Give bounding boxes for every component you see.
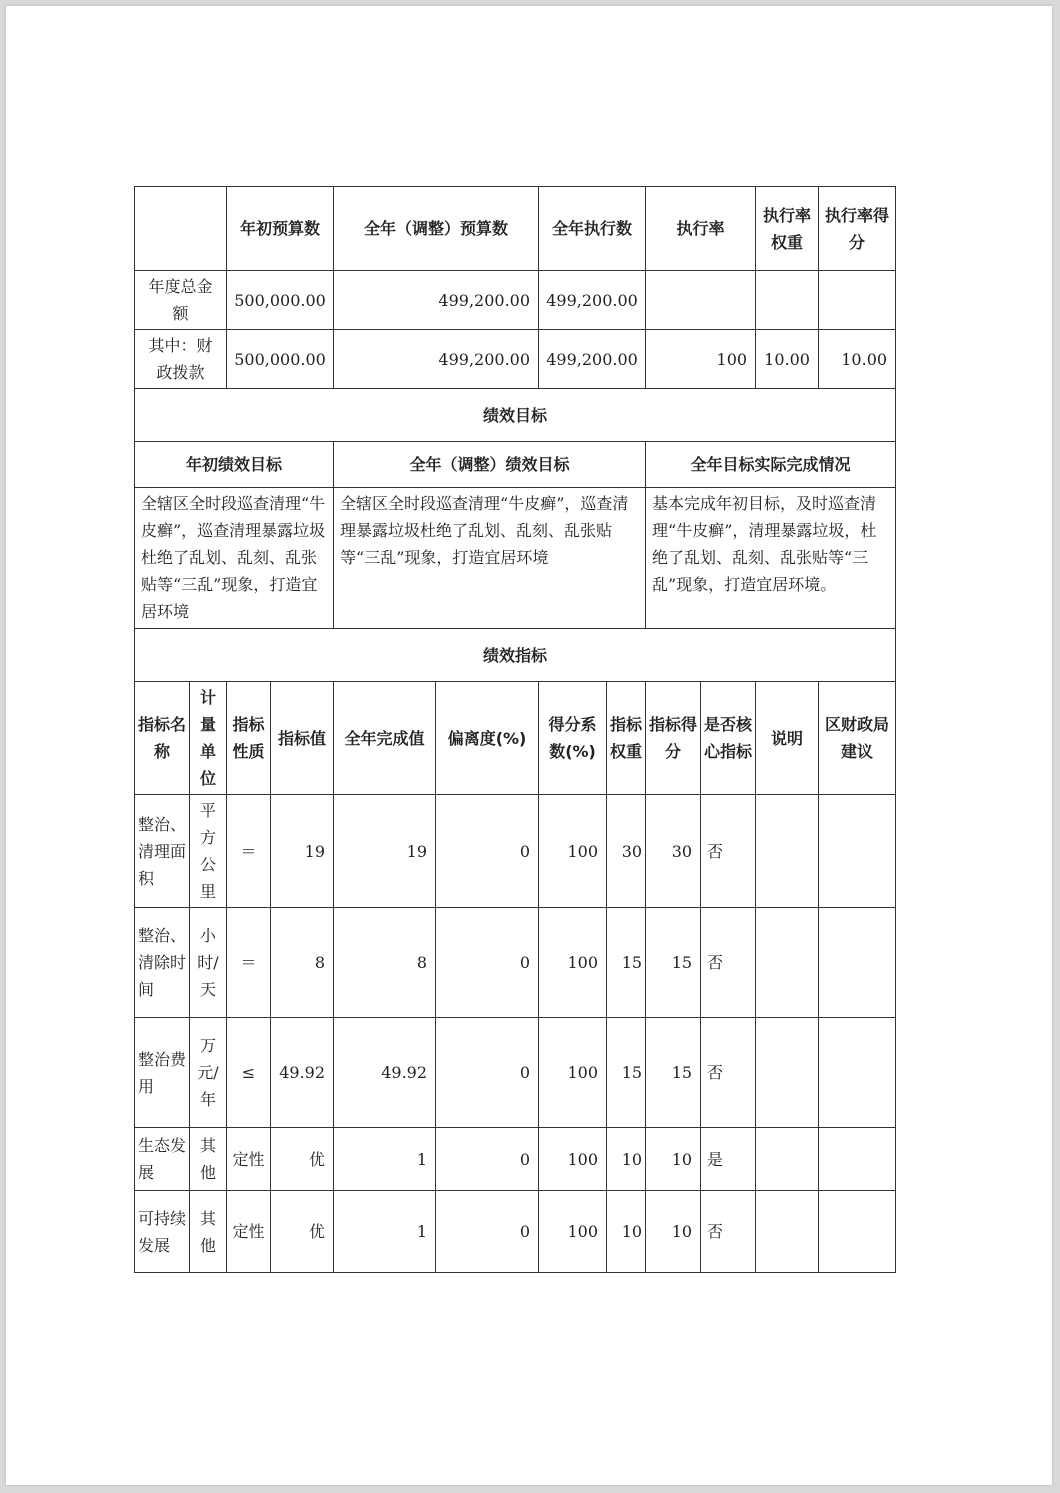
indicator-score: 30 <box>646 795 701 908</box>
indicator-advice <box>819 1018 896 1128</box>
indicator-name: 可持续发展 <box>135 1191 190 1273</box>
indicator-actual: 19 <box>334 795 436 908</box>
indicator-weight: 10 <box>607 1128 646 1191</box>
indicator-advice <box>819 908 896 1018</box>
indicator-core: 否 <box>701 1191 756 1273</box>
indicator-advice <box>819 1191 896 1273</box>
indicator-row <box>135 1191 896 1273</box>
budget-initial-value: 500,000.00 <box>227 271 334 330</box>
indicator-name: 生态发展 <box>135 1128 190 1191</box>
budget-header-initial: 年初预算数 <box>227 187 334 271</box>
goals-header-row <box>135 442 896 488</box>
indicator-name: 整治、清除时间 <box>135 908 190 1018</box>
budget-adjusted-value: 499,200.00 <box>334 330 539 389</box>
indicator-advice <box>819 1128 896 1191</box>
indicator-header-note: 说明 <box>756 682 819 795</box>
indicator-value: 优 <box>271 1128 334 1191</box>
indicator-unit: 小时/天 <box>190 908 227 1018</box>
indicator-coef: 100 <box>539 1191 607 1273</box>
budget-executed-value: 499,200.00 <box>539 271 646 330</box>
goals-actual-text: 基本完成年初目标，及时巡查清理“牛皮癣”，清理暴露垃圾，杜绝了乱划、乱刻、乱张贴等“三乱”现象，打造宜居环境。 <box>646 488 896 629</box>
indicator-core: 是 <box>701 1128 756 1191</box>
indicator-coef: 100 <box>539 795 607 908</box>
indicator-nature: ＝ <box>227 795 271 908</box>
budget-score-value: 10.00 <box>819 330 896 389</box>
indicator-row <box>135 795 896 908</box>
indicator-value: 49.92 <box>271 1018 334 1128</box>
indicator-value: 优 <box>271 1191 334 1273</box>
budget-header-executed: 全年执行数 <box>539 187 646 271</box>
indicator-score: 10 <box>646 1128 701 1191</box>
budget-header-score: 执行率得分 <box>819 187 896 271</box>
budget-rate-value <box>646 271 756 330</box>
indicator-note <box>756 1018 819 1128</box>
indicator-score: 10 <box>646 1191 701 1273</box>
indicator-note <box>756 908 819 1018</box>
indicator-header-value: 指标值 <box>271 682 334 795</box>
budget-corner-cell <box>135 187 227 271</box>
indicator-nature: ≤ <box>227 1018 271 1128</box>
indicator-weight: 15 <box>607 908 646 1018</box>
goals-header-adjusted: 全年（调整）绩效目标 <box>334 442 646 488</box>
indicator-header-nature: 指标性质 <box>227 682 271 795</box>
budget-rate-value: 100 <box>646 330 756 389</box>
indicator-score: 15 <box>646 908 701 1018</box>
indicator-unit: 万元/年 <box>190 1018 227 1128</box>
budget-row-total <box>135 271 896 330</box>
indicator-note <box>756 795 819 908</box>
indicator-unit: 平方公里 <box>190 795 227 908</box>
indicator-header-core: 是否核心指标 <box>701 682 756 795</box>
budget-header-adjusted: 全年（调整）预算数 <box>334 187 539 271</box>
indicator-actual: 1 <box>334 1128 436 1191</box>
indicators-header-row <box>135 682 896 795</box>
performance-table <box>134 186 896 1273</box>
budget-executed-value: 499,200.00 <box>539 330 646 389</box>
budget-row-label: 其中：财政拨款 <box>135 330 227 389</box>
indicator-name: 整治、清理面积 <box>135 795 190 908</box>
indicator-advice <box>819 795 896 908</box>
indicator-nature: 定性 <box>227 1128 271 1191</box>
indicator-core: 否 <box>701 795 756 908</box>
indicators-section-row <box>135 629 896 682</box>
goals-initial-text: 全辖区全时段巡查清理“牛皮癣”，巡查清理暴露垃圾杜绝了乱划、乱刻、乱张贴等“三乱”现象，打造宜居环境 <box>135 488 334 629</box>
indicator-header-deviation: 偏离度(%) <box>436 682 539 795</box>
indicator-weight: 10 <box>607 1191 646 1273</box>
goals-adjusted-text: 全辖区全时段巡查清理“牛皮癣”，巡查清理暴露垃圾杜绝了乱划、乱刻、乱张贴等“三乱”现象，打造宜居环境 <box>334 488 646 629</box>
budget-header-row <box>135 187 896 271</box>
budget-score-value <box>819 271 896 330</box>
goals-header-actual: 全年目标实际完成情况 <box>646 442 896 488</box>
budget-initial-value: 500,000.00 <box>227 330 334 389</box>
indicator-weight: 30 <box>607 795 646 908</box>
indicator-row <box>135 908 896 1018</box>
indicator-header-score: 指标得分 <box>646 682 701 795</box>
indicator-coef: 100 <box>539 1128 607 1191</box>
budget-weight-value <box>756 271 819 330</box>
budget-header-weight: 执行率权重 <box>756 187 819 271</box>
indicator-value: 8 <box>271 908 334 1018</box>
indicators-section-title: 绩效指标 <box>135 629 896 682</box>
indicator-deviation: 0 <box>436 1018 539 1128</box>
indicator-deviation: 0 <box>436 795 539 908</box>
budget-row-label: 年度总金额 <box>135 271 227 330</box>
indicator-unit: 其他 <box>190 1191 227 1273</box>
indicator-nature: ＝ <box>227 908 271 1018</box>
indicator-header-advice: 区财政局建议 <box>819 682 896 795</box>
budget-row-fiscal <box>135 330 896 389</box>
indicator-row <box>135 1018 896 1128</box>
goals-header-initial: 年初绩效目标 <box>135 442 334 488</box>
indicator-row <box>135 1128 896 1191</box>
indicator-score: 15 <box>646 1018 701 1128</box>
goals-section-row <box>135 389 896 442</box>
indicator-unit: 其他 <box>190 1128 227 1191</box>
indicator-weight: 15 <box>607 1018 646 1128</box>
indicator-note <box>756 1128 819 1191</box>
indicator-header-actual: 全年完成值 <box>334 682 436 795</box>
indicator-actual: 49.92 <box>334 1018 436 1128</box>
indicator-value: 19 <box>271 795 334 908</box>
indicator-core: 否 <box>701 908 756 1018</box>
indicator-header-name: 指标名称 <box>135 682 190 795</box>
indicator-coef: 100 <box>539 1018 607 1128</box>
indicator-name: 整治费用 <box>135 1018 190 1128</box>
indicator-note <box>756 1191 819 1273</box>
indicator-actual: 8 <box>334 908 436 1018</box>
indicator-coef: 100 <box>539 908 607 1018</box>
indicator-core: 否 <box>701 1018 756 1128</box>
indicator-header-unit: 计量单位 <box>190 682 227 795</box>
indicator-header-weight: 指标权重 <box>607 682 646 795</box>
indicator-header-coef: 得分系数(%) <box>539 682 607 795</box>
indicator-nature: 定性 <box>227 1191 271 1273</box>
budget-weight-value: 10.00 <box>756 330 819 389</box>
indicator-actual: 1 <box>334 1191 436 1273</box>
budget-header-rate: 执行率 <box>646 187 756 271</box>
goals-section-title: 绩效目标 <box>135 389 896 442</box>
indicator-deviation: 0 <box>436 908 539 1018</box>
indicator-deviation: 0 <box>436 1191 539 1273</box>
goals-content-row <box>135 488 896 629</box>
indicator-deviation: 0 <box>436 1128 539 1191</box>
budget-adjusted-value: 499,200.00 <box>334 271 539 330</box>
